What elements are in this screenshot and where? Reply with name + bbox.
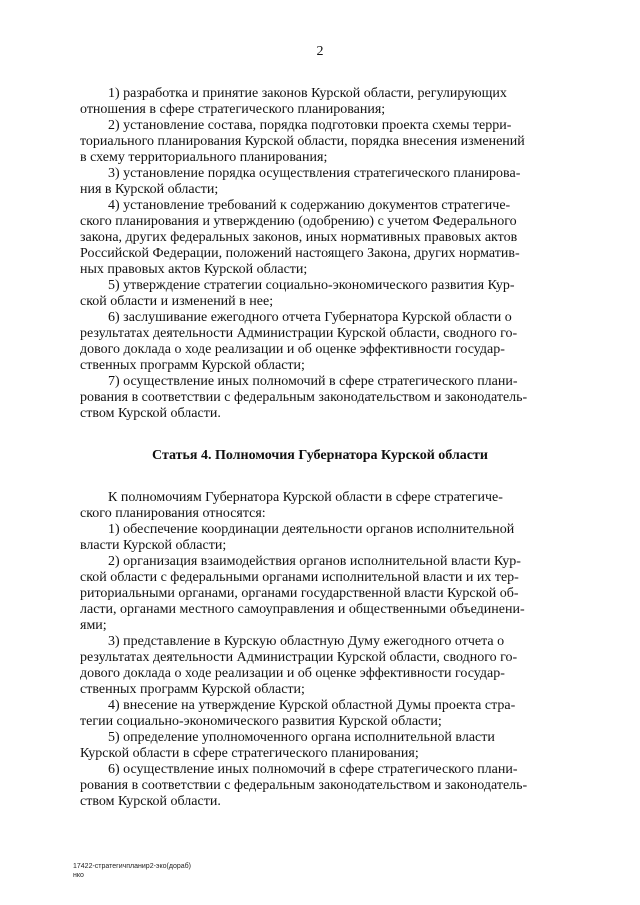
paragraph bbox=[80, 310, 560, 374]
text-line: 5) утверждение стратегии социально-экономического развития Кур- bbox=[108, 278, 515, 293]
text-line: 5) определение уполномоченного органа исполнительной власти bbox=[108, 730, 495, 745]
text-line: ского планирования и утверждению (одобрению) с учетом Федерального bbox=[80, 214, 517, 229]
text-line: ния в Курской области; bbox=[80, 182, 219, 197]
text-line: власти Курской области; bbox=[80, 538, 227, 553]
paragraph bbox=[80, 86, 560, 118]
paragraph bbox=[80, 762, 560, 810]
footer-initials: нко bbox=[73, 872, 84, 879]
paragraph bbox=[80, 198, 560, 278]
text-line: ского планирования относятся: bbox=[80, 506, 266, 521]
text-line: 4) внесение на утверждение Курской областной Думы проекта стра- bbox=[108, 698, 516, 713]
text-line: 7) осуществление иных полномочий в сфере стратегического плани- bbox=[108, 374, 518, 389]
paragraph bbox=[80, 522, 560, 554]
paragraph bbox=[80, 166, 560, 198]
text-line: риториальными органами, органами государственной власти Курской об- bbox=[80, 586, 519, 601]
page-number: 2 bbox=[316, 44, 324, 59]
text-line: ской области с федеральными органами исполнительной власти и их тер- bbox=[80, 570, 519, 585]
text-line: 3) представление в Курскую областную Думу ежегодного отчета о bbox=[108, 634, 505, 649]
paragraph bbox=[80, 554, 560, 634]
paragraph bbox=[80, 374, 560, 422]
text-line: ласти, органами местного самоуправления и общественными объединени- bbox=[80, 602, 525, 617]
article-heading: Статья 4. Полномочия Губернатора Курской области bbox=[152, 448, 488, 463]
paragraph bbox=[80, 118, 560, 166]
article-3-items bbox=[80, 86, 560, 422]
paragraph bbox=[80, 278, 560, 310]
text-line: результатах деятельности Администрации Курской области, сводного го- bbox=[80, 326, 518, 341]
paragraph bbox=[80, 490, 560, 522]
text-line: ториального планирования Курской области, порядка внесения изменений bbox=[80, 134, 525, 149]
text-line: ством Курской области. bbox=[80, 794, 221, 809]
paragraph bbox=[80, 730, 560, 762]
text-line: дового доклада о ходе реализации и об оценке эффективности государ- bbox=[80, 666, 505, 681]
text-line: в схему территориального планирования; bbox=[80, 150, 328, 165]
text-line: 4) установление требований к содержанию документов стратегиче- bbox=[108, 198, 511, 213]
text-line: Российской Федерации, положений настоящего Закона, других норматив- bbox=[80, 246, 520, 261]
text-line: ством Курской области. bbox=[80, 406, 221, 421]
text-line: 1) разработка и принятие законов Курской области, регулирующих bbox=[108, 86, 507, 101]
text-line: 1) обеспечение координации деятельности органов исполнительной bbox=[108, 522, 515, 537]
text-line: рования в соответствии с федеральным законодательством и законодатель- bbox=[80, 778, 528, 793]
text-line: ями; bbox=[80, 618, 107, 633]
paragraph bbox=[80, 634, 560, 698]
text-line: К полномочиям Губернатора Курской области в сфере стратегиче- bbox=[108, 490, 503, 505]
text-line: тегии социально-экономического развития Курской области; bbox=[80, 714, 442, 729]
text-line: 2) организация взаимодействия органов исполнительной власти Кур- bbox=[108, 554, 521, 569]
text-line: закона, других федеральных законов, иных нормативных правовых актов bbox=[80, 230, 518, 245]
text-line: 6) заслушивание ежегодного отчета Губернатора Курской области о bbox=[108, 310, 512, 325]
text-line: ных правовых актов Курской области; bbox=[80, 262, 308, 277]
text-line: 6) осуществление иных полномочий в сфере стратегического плани- bbox=[108, 762, 518, 777]
document-body bbox=[80, 86, 560, 810]
text-line: результатах деятельности Администрации Курской области, сводного го- bbox=[80, 650, 518, 665]
footer-file-reference: 17422-стратегичпланир2-эко(дораб) bbox=[73, 863, 191, 870]
text-line: 3) установление порядка осуществления стратегического планирова- bbox=[108, 166, 521, 181]
text-line: ственных программ Курской области; bbox=[80, 358, 305, 373]
article-4-items bbox=[80, 490, 560, 810]
text-line: дового доклада о ходе реализации и об оценке эффективности государ- bbox=[80, 342, 505, 357]
spacer bbox=[80, 464, 560, 490]
text-line: 2) установление состава, порядка подготовки проекта схемы терри- bbox=[108, 118, 512, 133]
footer bbox=[73, 862, 373, 880]
paragraph bbox=[80, 698, 560, 730]
text-line: рования в соответствии с федеральным законодательством и законодатель- bbox=[80, 390, 528, 405]
text-line: Курской области в сфере стратегического планирования; bbox=[80, 746, 419, 761]
text-line: ской области и изменений в нее; bbox=[80, 294, 274, 309]
text-line: ственных программ Курской области; bbox=[80, 682, 305, 697]
text-line: отношения в сфере стратегического планирования; bbox=[80, 102, 386, 117]
spacer bbox=[80, 422, 560, 448]
